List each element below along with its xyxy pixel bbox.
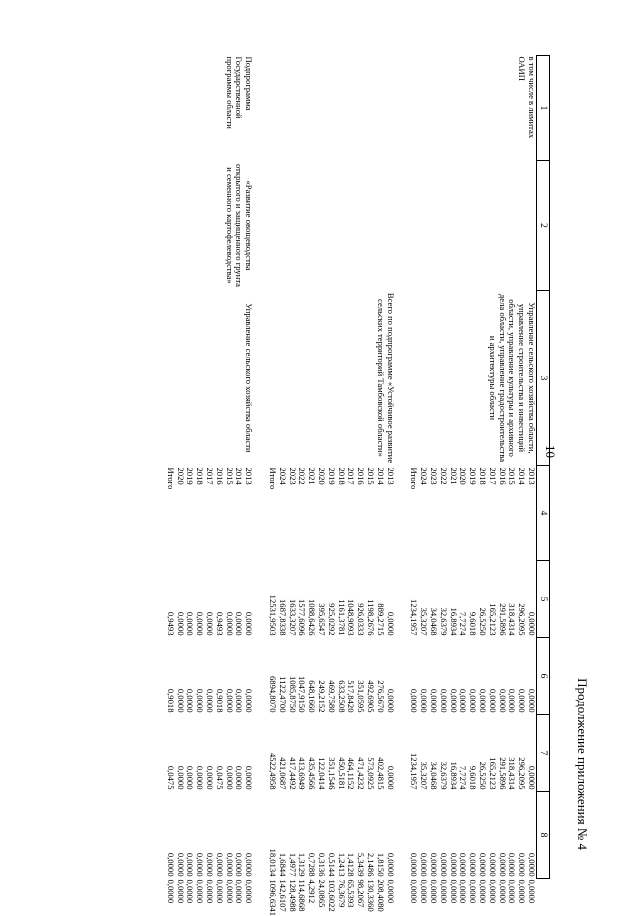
value-cell: 492,6905 <box>366 680 377 713</box>
value-cell: 5,3439 <box>356 852 367 877</box>
year-cell: 2019 <box>468 467 479 485</box>
value-cell: 1,8150 <box>375 852 386 877</box>
table-row: 2019 0,0000 0,0000 0,0000 0,0000 0,0000 <box>185 467 196 904</box>
value-cell: 0,0000 <box>185 852 196 877</box>
column-header: 4 <box>537 466 550 561</box>
table-row: 2017 1048,9093 517,8420 464,1152 1,4128 65,5393 <box>346 467 357 908</box>
program-cell: Подпрограмма Государственной программы области <box>224 56 255 129</box>
table-row: 2021 16,8934 0,0000 16,8934 0,0000 0,0000 <box>448 467 459 904</box>
executor-cell: Управление сельского хозяйства области, управление строительства и инвестиций области, управление культуры и архивного дела области, управление градостроительства и архитектуры области <box>487 293 537 463</box>
value-cell: 413,6949 <box>297 757 308 790</box>
value-cell: 0,0000 <box>438 688 449 713</box>
value-cell: 6894,8070 <box>268 675 279 713</box>
value-cell: 26,5250 <box>478 761 489 790</box>
table-row: Итого 0,9493 0,9018 0,0475 0,0000 0,0000 <box>165 467 176 904</box>
value-cell: 633,2508 <box>336 680 347 713</box>
value-cell: 32,6379 <box>438 761 449 790</box>
year-cell: 2021 <box>307 467 318 485</box>
value-cell: 648,1660 <box>307 680 318 713</box>
table-row: 2022 1577,6096 1047,9150 413,6949 1,3129 114,6868 <box>297 467 308 912</box>
table-row: 2023 34,0468 0,0000 34,0468 0,0000 0,0000 <box>429 467 440 904</box>
value-cell: 0,7288 <box>307 852 318 877</box>
value-cell: 435,4566 <box>307 757 318 790</box>
value-cell: 0,0000 <box>175 852 186 877</box>
value-cell: 0,9018 <box>214 688 225 713</box>
value-cell: 421,0687 <box>277 757 288 790</box>
value-cell: 318,4314 <box>507 603 518 636</box>
year-cell: 2020 <box>175 467 186 485</box>
value-cell: 0,0000 <box>205 688 216 713</box>
value-cell: 0,3136 <box>317 852 328 877</box>
value-cell: 1161,3781 <box>336 599 347 636</box>
value-cell: 351,1546 <box>326 757 337 790</box>
column-number-row <box>537 56 550 879</box>
value-cell: 0,0000 <box>185 688 196 713</box>
value-cell: 34,0468 <box>429 761 440 790</box>
value-cell: 0,0000 <box>458 852 469 877</box>
value-cell: 0,0000 <box>195 852 206 877</box>
value-cell: 0,0000 <box>409 688 420 713</box>
value-cell: 0,0000 <box>224 852 235 877</box>
value-cell: 0,0000 <box>527 611 537 636</box>
value-cell: 0,9493 <box>165 611 176 636</box>
value-cell: 0,0000 <box>205 765 216 790</box>
value-cell: 0,0000 <box>234 852 245 877</box>
year-cell: 2015 <box>507 467 518 485</box>
value-cell: 12531,9503 <box>268 594 279 636</box>
year-cell: 2018 <box>478 467 489 485</box>
value-cell: 471,4232 <box>356 757 367 790</box>
value-cell: 0,0000 <box>385 611 396 636</box>
page-number: 10 <box>543 445 558 458</box>
value-cell: 1,6844 <box>277 852 288 877</box>
year-cell: 2019 <box>185 467 196 485</box>
table-row: 2024 1687,8338 1122,4700 421,0687 1,6844 142,6107 <box>277 467 288 912</box>
table-row: 2016 926,0333 351,0595 471,4232 5,3439 98,2067 <box>356 467 367 908</box>
executor-cell: Управление сельского хозяйства области <box>244 303 255 453</box>
column-header: 1 <box>537 56 550 161</box>
column-header: 7 <box>537 715 550 792</box>
year-cell: 2021 <box>448 467 459 485</box>
table-row: 2019 925,0292 469,7580 351,1546 0,5144 103,6022 <box>326 467 337 912</box>
value-cell: 165,2123 <box>487 603 498 636</box>
value-cell: 0,0000 <box>244 765 255 790</box>
executor-cell: Всего по подпрограмме «Устойчивое развитие сельских территорий Тамбовской области» <box>375 292 396 464</box>
value-cell: 1577,6096 <box>297 598 308 636</box>
table-row: 2020 395,6547 249,2152 122,0414 0,3136 24,0865 <box>317 467 328 908</box>
value-cell: 0,0000 <box>224 688 235 713</box>
value-cell: 291,5896 <box>497 603 508 636</box>
value-cell: 0,0000 <box>507 688 518 713</box>
value-cell: 0,0000 <box>448 688 459 713</box>
table-row: 2021 1088,6426 648,1660 435,4566 0,7288 4,2912 <box>307 467 318 904</box>
value-cell: 1047,9150 <box>297 675 308 713</box>
year-cell: 2013 <box>527 467 537 485</box>
value-cell: 464,1152 <box>346 757 357 790</box>
column-header: 2 <box>537 161 550 291</box>
value-cell: 1048,9093 <box>346 598 357 636</box>
value-cell: 0,0000 <box>224 765 235 790</box>
year-cell: 2020 <box>317 467 328 485</box>
year-cell: 2017 <box>346 467 357 485</box>
table-row: 2014 0,0000 0,0000 0,0000 0,0000 0,0000 <box>234 467 245 904</box>
table-row: 2015 1198,2676 492,6905 573,0925 2,1486 130,3360 <box>366 467 377 912</box>
value-cell: 318,4314 <box>507 757 518 790</box>
value-cell: 32,6379 <box>438 607 449 636</box>
value-cell: 0,0000 <box>429 852 440 877</box>
value-cell: 0,0000 <box>165 852 176 877</box>
value-cell: 1,2413 <box>336 852 347 877</box>
value-cell: 0,0000 <box>175 611 186 636</box>
year-cell: 2015 <box>366 467 377 485</box>
program-cell <box>267 56 394 161</box>
value-cell: 0,0000 <box>205 852 216 877</box>
value-cell: 296,2095 <box>517 757 528 790</box>
value-cell: 0,0475 <box>165 765 176 790</box>
year-cell: Итого <box>409 467 420 490</box>
table-row: 2020 0,0000 0,0000 0,0000 0,0000 0,0000 <box>175 467 186 904</box>
value-cell: 0,0000 <box>419 688 430 713</box>
table-row: Итого 1234,1957 0,0000 1234,1957 0,0000 0,0000 <box>409 467 420 904</box>
value-cell: 0,0000 <box>478 688 489 713</box>
table-row: 2019 9,6018 0,0000 9,6018 0,0000 0,0000 <box>468 467 479 904</box>
value-cell: 0,0000 <box>185 765 196 790</box>
value-cell: 34,0468 <box>429 607 440 636</box>
value-cell: 0,0000 <box>527 765 537 790</box>
table-row: Всего по подпрограмме «Устойчивое развитие сельских территорий Тамбовской области» 2013 0,0000 0,0000 0,0000 0,0000 0,0000 <box>385 56 395 879</box>
table-row: 2016 291,5896 0,0000 291,5896 0,0000 0,0000 <box>497 467 508 904</box>
value-cell: 0,0000 <box>497 688 508 713</box>
value-cell: 395,6547 <box>317 603 328 636</box>
column-header: 3 <box>537 291 550 466</box>
subprogram-cell <box>409 161 537 291</box>
year-cell: 2015 <box>224 467 235 485</box>
value-cell: 450,5181 <box>336 757 347 790</box>
value-cell: 1633,3207 <box>287 598 298 636</box>
value-cell: 0,0000 <box>205 611 216 636</box>
value-cell: 0,0000 <box>234 688 245 713</box>
block-gap <box>253 56 267 879</box>
year-cell: 2023 <box>287 467 298 485</box>
table-row: 2014 296,2095 0,0000 296,2095 0,0000 0,0000 <box>517 467 528 904</box>
column-header: 8 <box>537 792 550 879</box>
value-cell: 0,0000 <box>234 611 245 636</box>
year-cell: 2014 <box>517 467 528 485</box>
value-cell: 1234,1957 <box>409 752 420 790</box>
year-cell: 2024 <box>419 467 430 485</box>
value-cell: 1,4977 <box>287 852 298 877</box>
value-cell: 0,0000 <box>234 765 245 790</box>
value-cell: 0,0000 <box>175 765 186 790</box>
table-row: Итого 12531,9503 6894,8070 4522,4958 18,0134 1096,6341 <box>268 467 279 916</box>
value-cell: 0,0000 <box>527 852 537 877</box>
year-cell: 2024 <box>277 467 288 485</box>
year-cell: Итого <box>268 467 279 490</box>
value-cell: 0,0000 <box>185 611 196 636</box>
value-cell: 165,2123 <box>487 757 498 790</box>
value-cell: 18,0134 <box>268 848 279 877</box>
table-row: 2020 7,7274 0,0000 7,7274 0,0000 0,0000 <box>458 467 469 904</box>
value-cell: 0,0000 <box>458 688 469 713</box>
value-cell: 0,0000 <box>195 688 206 713</box>
value-cell: 402,4815 <box>375 757 386 790</box>
value-cell: 291,5896 <box>497 757 508 790</box>
value-cell: 0,0000 <box>507 852 518 877</box>
value-cell: 7,7274 <box>458 611 469 636</box>
value-cell: 573,0925 <box>366 757 377 790</box>
value-cell: 889,2715 <box>375 603 386 636</box>
table-body <box>165 56 538 916</box>
value-cell: 249,2152 <box>317 680 328 713</box>
value-cell: 0,0000 <box>517 688 528 713</box>
value-cell: 0,0000 <box>429 688 440 713</box>
budget-table <box>165 55 550 916</box>
value-cell: 0,0000 <box>478 852 489 877</box>
value-cell: 0,0000 <box>244 852 255 877</box>
column-header: 6 <box>537 638 550 715</box>
year-cell: 2016 <box>356 467 367 485</box>
table-row: 2015 0,0000 0,0000 0,0000 0,0000 0,0000 <box>224 467 235 904</box>
year-cell: 2013 <box>244 467 255 485</box>
value-cell: 122,0414 <box>317 757 328 790</box>
year-cell: 2019 <box>326 467 337 485</box>
table-row: 2014 889,2715 276,5670 402,4815 1,8150 208,4080 <box>375 467 386 912</box>
value-cell: 276,5670 <box>375 680 386 713</box>
year-cell: 2014 <box>375 467 386 485</box>
table-row: Подпрограмма Государственной программы области «Развитие овощеводства открытого и защищенного грунта и семенного картофелеводства» Управление сельского хозяйства области 2013 0,0000 0,0000 0,0000 0,0000 0,0000 <box>243 56 253 879</box>
year-cell: 2018 <box>195 467 206 485</box>
value-cell: 1085,8750 <box>287 675 298 713</box>
subprogram-cell <box>267 161 394 291</box>
value-cell: 35,3207 <box>419 607 430 636</box>
value-cell: 417,4492 <box>287 757 298 790</box>
value-cell: 1,4128 <box>346 852 357 877</box>
year-cell: 2022 <box>297 467 308 485</box>
value-cell: 0,0000 <box>468 688 479 713</box>
value-cell: 0,0000 <box>409 852 420 877</box>
value-cell: 0,5144 <box>326 852 337 877</box>
value-cell: 0,0000 <box>214 852 225 877</box>
value-cell: 0,0000 <box>419 852 430 877</box>
value-cell: 9,6018 <box>468 765 479 790</box>
value-cell: 7,7274 <box>458 765 469 790</box>
table-row: 2022 32,6379 0,0000 32,6379 0,0000 0,0000 <box>438 467 449 904</box>
value-cell: 0,0000 <box>448 852 459 877</box>
value-cell: 517,8420 <box>346 680 357 713</box>
table-row: в том числе в лимитах ОАИП Управление сельского хозяйства области, управление строительства и инвестиций области, управление культуры и архивного дела области, управление градостроительства и архитектуры области 2013 0,0000 0,0000 0,0000 0,0000 0,0000 <box>526 56 536 879</box>
value-cell: 0,0000 <box>195 765 206 790</box>
value-cell: 351,0595 <box>356 680 367 713</box>
value-cell: 1234,1957 <box>409 598 420 636</box>
program-cell: в том числе в лимитах ОАИП <box>517 56 537 139</box>
table-row: 2024 35,3207 0,0000 35,3207 0,0000 0,0000 <box>419 467 430 904</box>
value-cell: 0,0000 <box>385 688 396 713</box>
year-cell: 2016 <box>214 467 225 485</box>
year-cell: 2020 <box>458 467 469 485</box>
value-cell: 1088,6426 <box>307 598 318 636</box>
value-cell: 0,0000 <box>244 688 255 713</box>
table-row: 2017 165,2123 0,0000 165,2123 0,0000 0,0000 <box>487 467 498 904</box>
year-cell: 2017 <box>205 467 216 485</box>
value-cell: 1687,8338 <box>277 598 288 636</box>
value-cell: 1,3129 <box>297 852 308 877</box>
value-cell: 1122,4700 <box>277 676 288 713</box>
year-cell: Итого <box>165 467 176 490</box>
year-cell: 2022 <box>438 467 449 485</box>
value-cell: 0,0000 <box>195 611 206 636</box>
table-row: 2017 0,0000 0,0000 0,0000 0,0000 0,0000 <box>205 467 216 904</box>
value-cell: 0,0000 <box>517 852 528 877</box>
value-cell: 0,0000 <box>224 611 235 636</box>
value-cell: 16,8934 <box>448 607 459 636</box>
table-row: 2015 318,4314 0,0000 318,4314 0,0000 0,0000 <box>507 467 518 904</box>
column-header: 5 <box>537 561 550 638</box>
value-cell: 26,5250 <box>478 607 489 636</box>
value-cell: 0,0000 <box>487 852 498 877</box>
value-cell: 0,0000 <box>468 852 479 877</box>
year-cell: 2018 <box>336 467 347 485</box>
value-cell: 16,8934 <box>448 761 459 790</box>
year-cell: 2023 <box>429 467 440 485</box>
value-cell: 0,0000 <box>497 852 508 877</box>
value-cell: 4522,4958 <box>268 752 279 790</box>
value-cell: 0,9493 <box>214 611 225 636</box>
value-cell: 925,0292 <box>326 603 337 636</box>
continuation-caption: Продолжение приложения № 4 <box>575 678 590 850</box>
value-cell: 1198,2676 <box>366 599 377 636</box>
subprogram-cell: «Развитие овощеводства открытого и защищенного грунта и семенного картофелеводства» <box>224 163 255 287</box>
table-row: 2023 1633,3207 1085,8750 417,4492 1,4977 128,4988 <box>287 467 298 912</box>
year-cell: 2017 <box>487 467 498 485</box>
value-cell: 35,3207 <box>419 761 430 790</box>
value-cell: 469,7580 <box>326 680 337 713</box>
table-row: 2018 0,0000 0,0000 0,0000 0,0000 0,0000 <box>195 467 206 904</box>
value-cell: 296,2095 <box>517 603 528 636</box>
year-cell: 2016 <box>497 467 508 485</box>
value-cell: 0,0000 <box>438 852 449 877</box>
value-cell: 0,9018 <box>165 688 176 713</box>
value-cell: 0,0000 <box>385 765 396 790</box>
value-cell: 9,6018 <box>468 611 479 636</box>
value-cell: 0,0000 <box>487 688 498 713</box>
value-cell: 926,0333 <box>356 603 367 636</box>
value-cell: 0,0000 <box>175 688 186 713</box>
value-cell: 0,0475 <box>214 765 225 790</box>
year-cell: 2013 <box>385 467 396 485</box>
table-row: 2018 1161,3781 633,2508 450,5181 1,2413 76,3679 <box>336 467 347 908</box>
value-cell: 0,0000 <box>527 688 537 713</box>
value-cell: 2,1486 <box>366 852 377 877</box>
value-cell: 0,0000 <box>385 852 396 877</box>
block-gap <box>395 56 409 879</box>
table-row: 2016 0,9493 0,9018 0,0475 0,0000 0,0000 <box>214 467 225 904</box>
year-cell: 2014 <box>234 467 245 485</box>
table-row: 2018 26,5250 0,0000 26,5250 0,0000 0,0000 <box>478 467 489 904</box>
value-cell: 0,0000 <box>244 611 255 636</box>
